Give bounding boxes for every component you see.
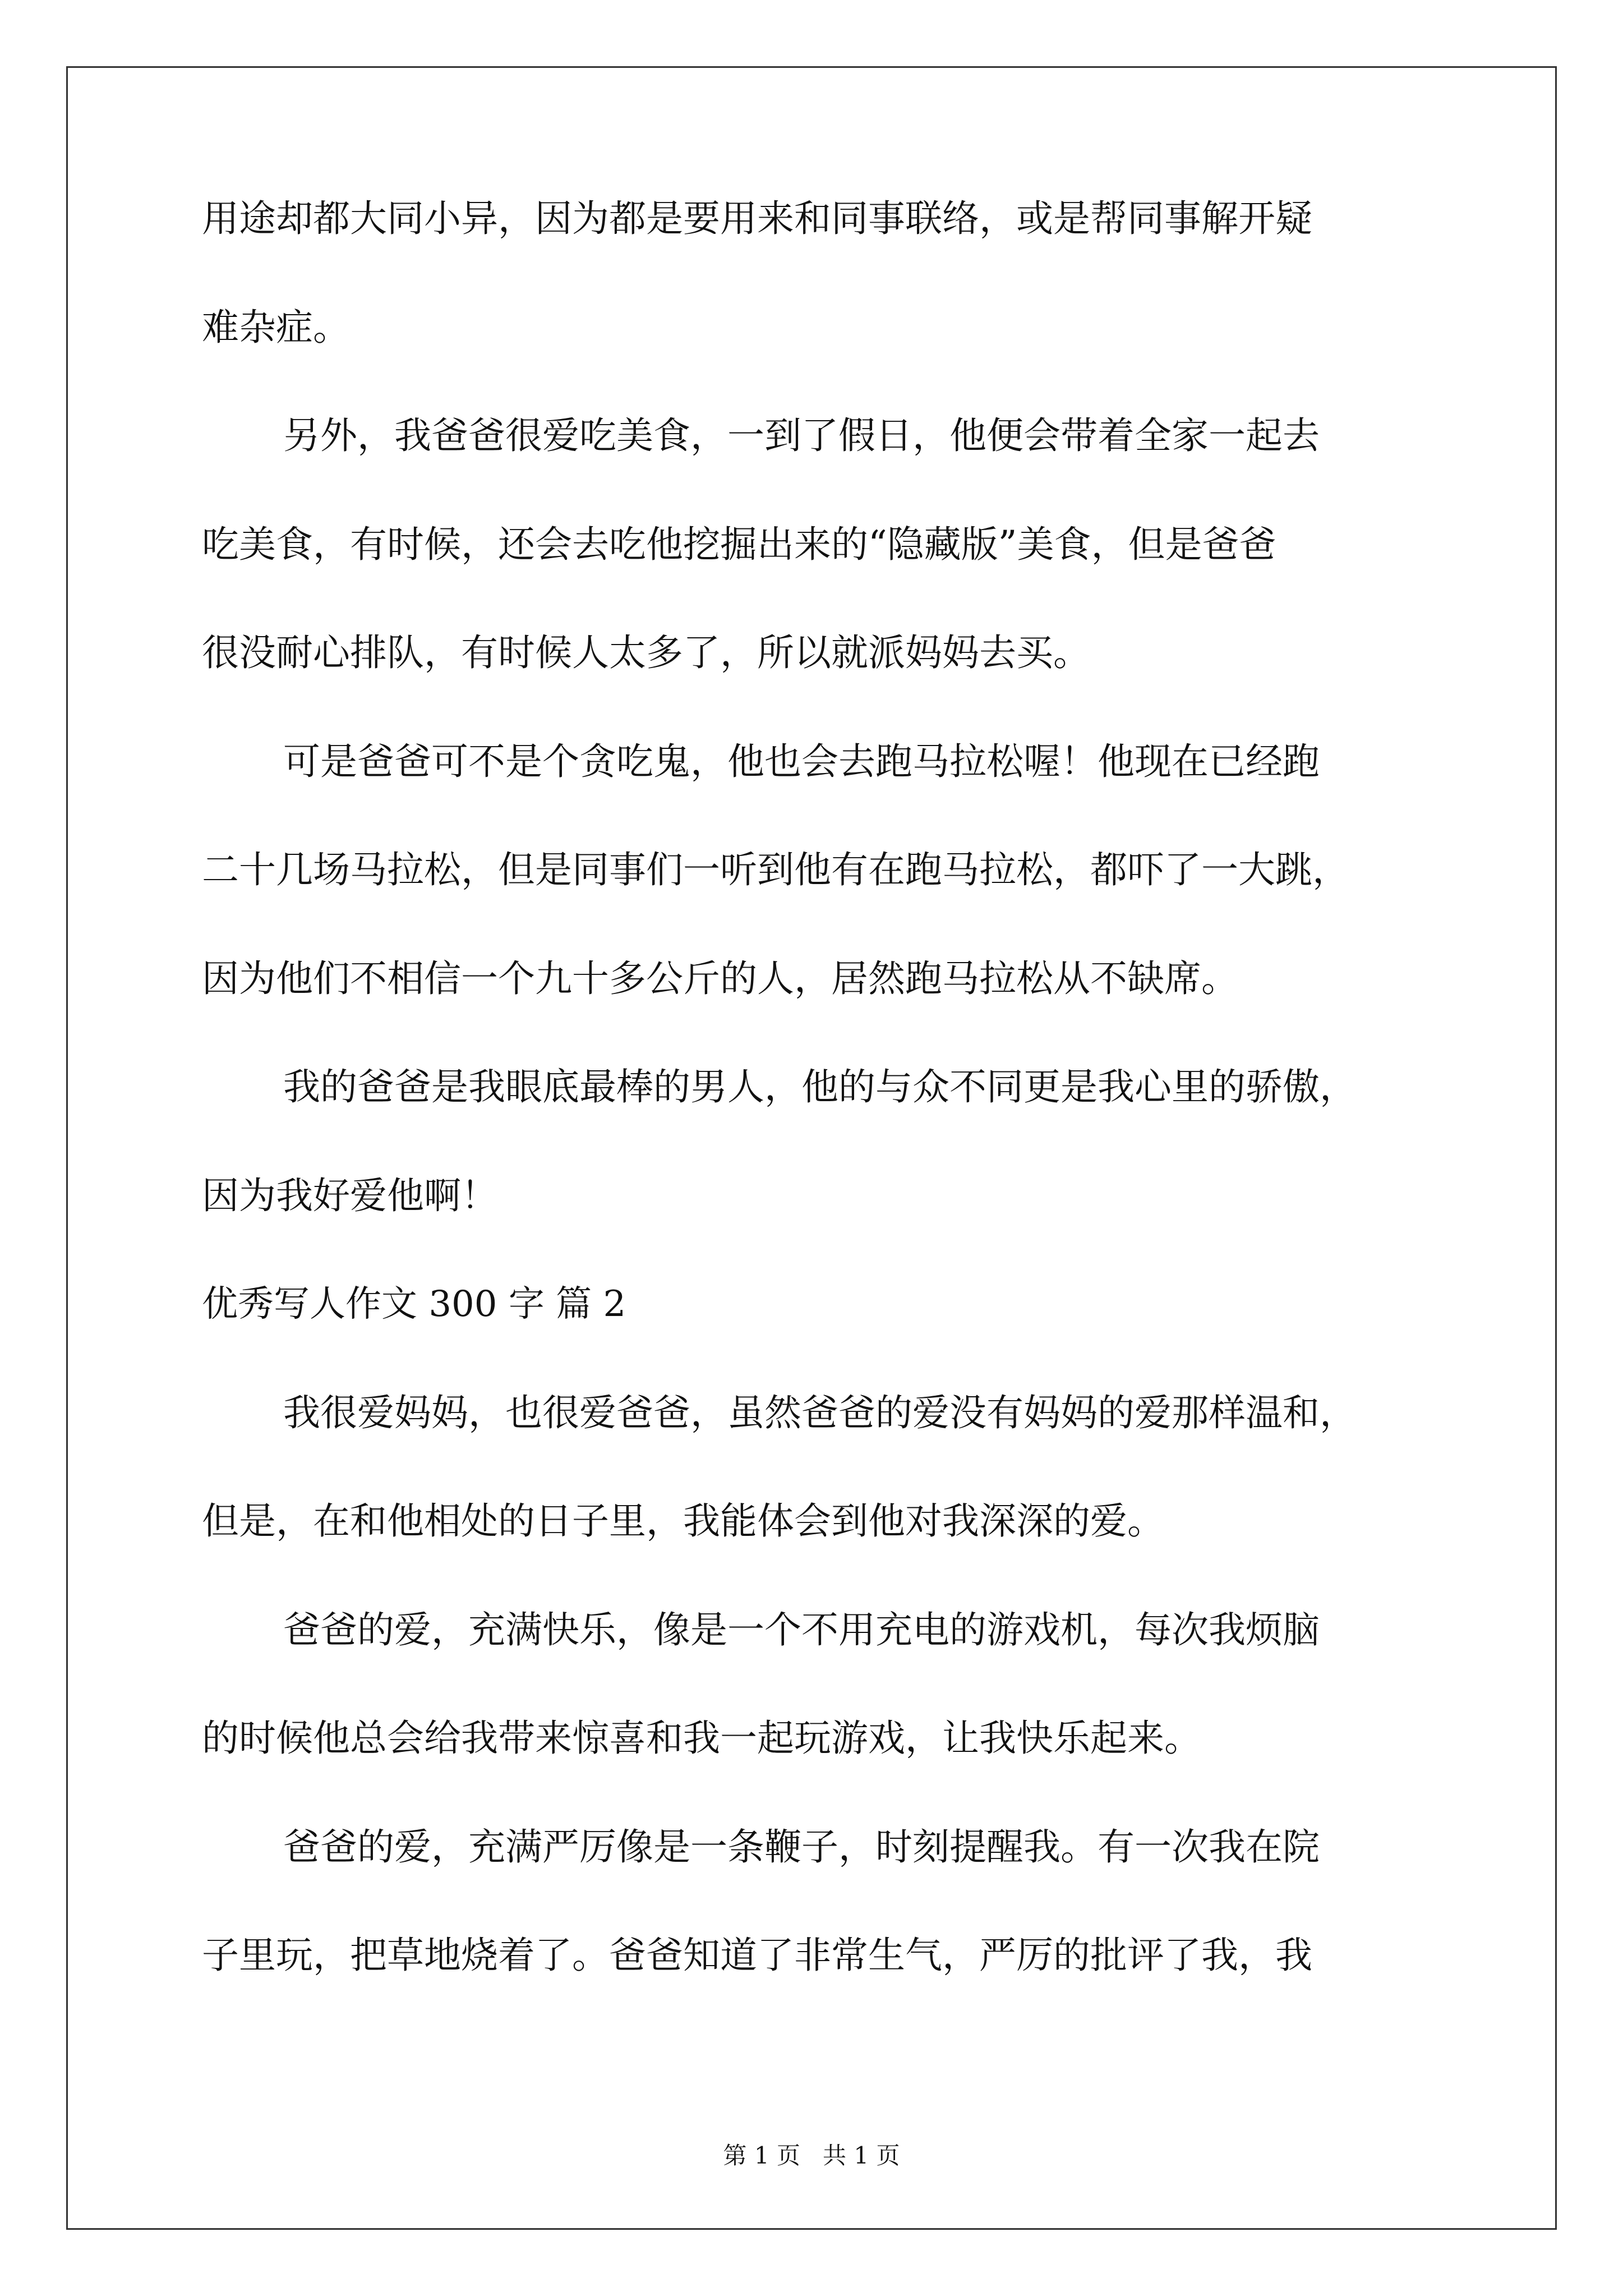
page-footer [0, 2142, 1623, 2170]
paragraph-start-line: 可是爸爸可不是个贪吃鬼，他也会去跑马拉松喔！他现在已经跑 [283, 739, 1320, 783]
paragraph-start-line: 我的爸爸是我眼底最棒的男人，他的与众不同更是我心里的骄傲， [283, 1065, 1357, 1108]
paragraph-start-line: 爸爸的爱，充满快乐，像是一个不用充电的游戏机，每次我烦脑 [283, 1608, 1320, 1651]
paragraph-start-line: 另外，我爸爸很爱吃美食，一到了假日，他便会带着全家一起去 [283, 414, 1320, 457]
text-line: 用途却都大同小异，因为都是要用来和同事联络，或是帮同事解开疑 [202, 197, 1312, 240]
paragraph-start-line: 我很爱妈妈，也很爱爸爸，虽然爸爸的爱没有妈妈的爱那样温和， [283, 1391, 1357, 1434]
text-line: 难杂症。 [202, 305, 350, 349]
text-line: 子里玩，把草地烧着了。爸爸知道了非常生气，严厉的批评了我，我 [202, 1934, 1312, 1977]
text-line: 很没耐心排队，有时候人太多了，所以就派妈妈去买。 [202, 631, 1090, 674]
text-line: 二十几场马拉松，但是同事们一听到他有在跑马拉松，都吓了一大跳， [202, 848, 1349, 891]
section-heading: 优秀写人作文 300 字 篇 2 [202, 1283, 626, 1325]
text-line: 的时候他总会给我带来惊喜和我一起玩游戏，让我快乐起来。 [202, 1717, 1201, 1760]
text-line: 吃美食，有时候，还会去吃他挖掘出来的“隐藏版”美食，但是爸爸 [202, 522, 1276, 566]
document-body [202, 199, 1436, 2045]
text-line: 但是，在和他相处的日子里，我能体会到他对我深深的爱。 [202, 1499, 1164, 1543]
text-line: 因为他们不相信一个九十多公斤的人，居然跑马拉松从不缺席。 [202, 956, 1238, 1000]
page-number: 第 1 页 共 1 页 [723, 2142, 900, 2169]
paragraph-start-line: 爸爸的爱，充满严厉像是一条鞭子，时刻提醒我。有一次我在院 [283, 1825, 1320, 1869]
text-line: 因为我好爱他啊！ [202, 1174, 498, 1217]
